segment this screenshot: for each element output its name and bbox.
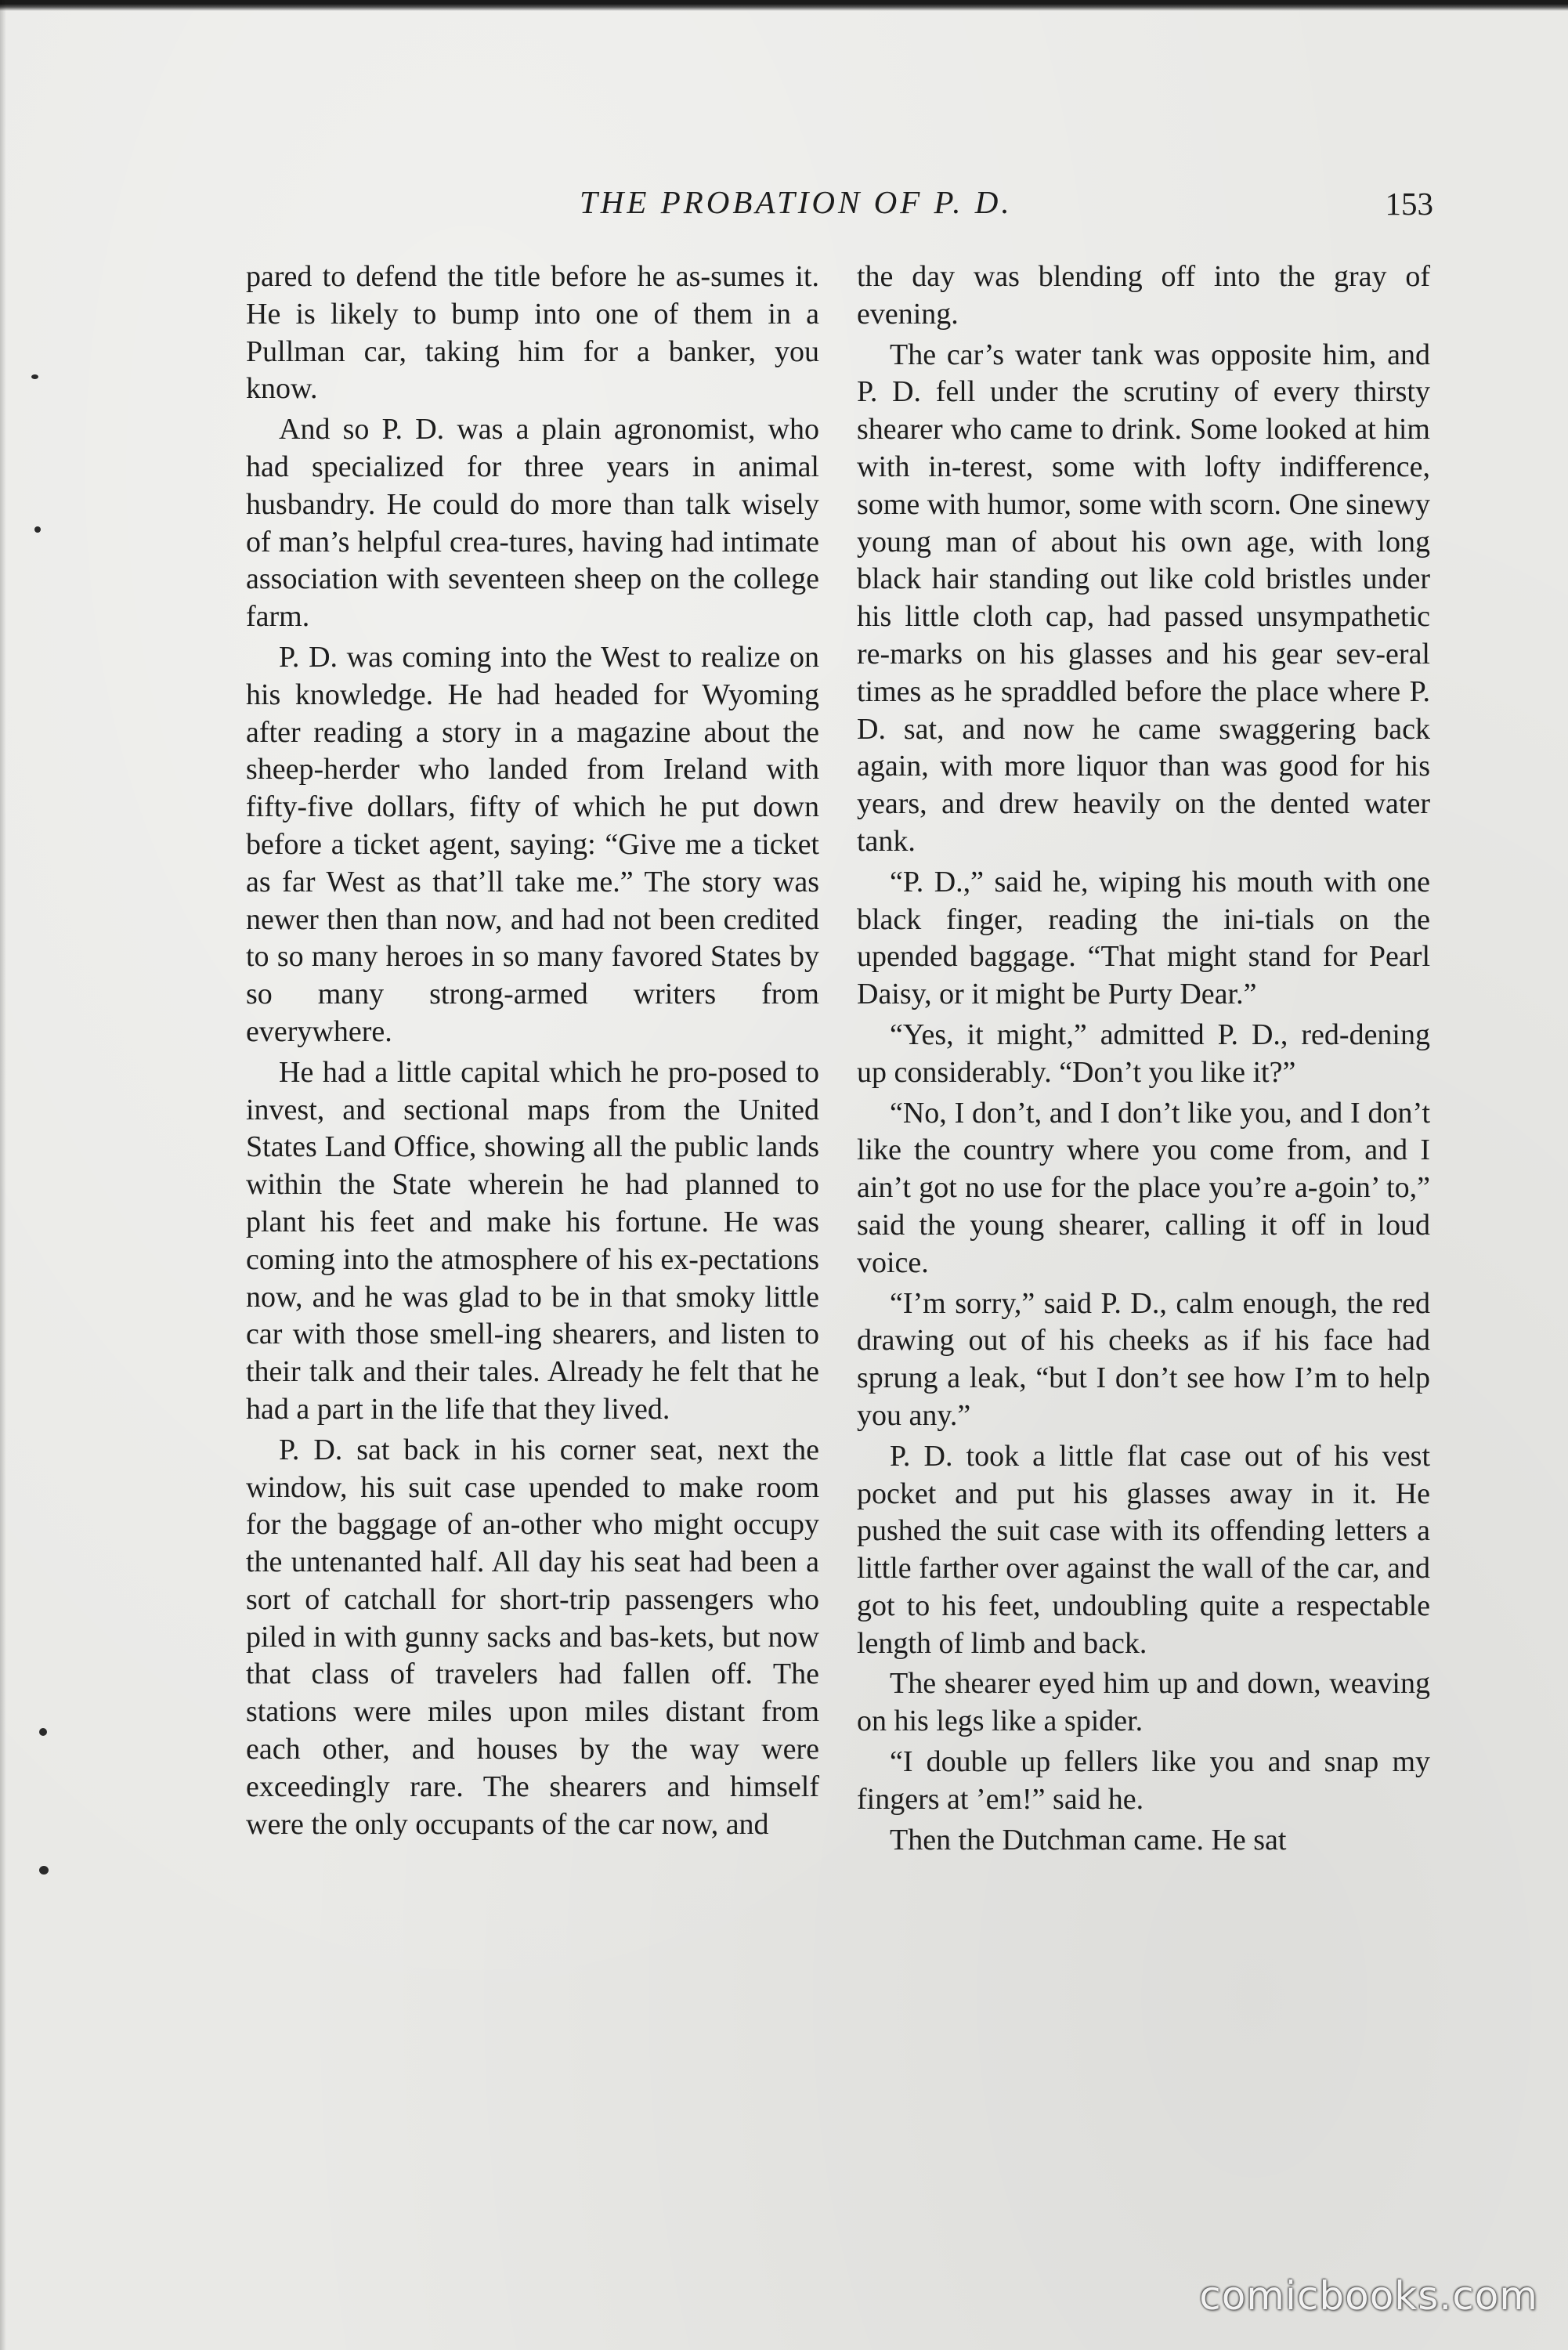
paragraph: pared to defend the title before he as-sumes it. He is likely to bump into one of them in a Pullman car, taking him for a banker, you know. <box>246 260 819 406</box>
paragraph: Then the Dutchman came. He sat <box>890 1823 1287 1856</box>
paragraph: “Yes, it might,” admitted P. D., red-dening up considerably. “Don’t you like it?” <box>857 1018 1430 1089</box>
margin-speck <box>31 374 38 379</box>
watermark-logo: comicbooks.com <box>1199 2273 1538 2319</box>
paragraph: P. D. sat back in his corner seat, next the window, his suit case upended to make room for the baggage of an-other who might occupy the untenanted half. All day his seat had been a sort of catchall for short-trip passengers who piled in with gunny sacks and bas-kets, but now that class of travelers had fallen off. The stations were miles upon miles distant from each other, and houses by the way were exceedingly rare. The shearers and himself were the only occupants of the car now, and <box>246 1433 819 1841</box>
paragraph: the day was blending off into the gray of evening. <box>857 260 1430 331</box>
text-column-right <box>857 258 1430 2154</box>
margin-speck <box>39 1728 47 1736</box>
margin-speck <box>39 1866 49 1875</box>
paragraph: The car’s water tank was opposite him, and P. D. fell under the scrutiny of every thirsty shearer who came to drink. Some looked at him with in-terest, some with lofty indifference, some with humor, some with scorn. One sinewy young man of about his own age, with long black hair standing out like cold bristles under his little cloth cap, had passed unsympathetic re-marks on his glasses and his gear sev-eral times as he spraddled before the place where P. D. sat, and now he came swaggering back again, with more liquor than was good for his years, and drew heavily on the dented water tank. <box>857 338 1431 858</box>
paragraph: “No, I don’t, and I don’t like you, and I don’t like the country where you come from, and I ain’t got no use for the place you’re a-goin’ to,” said the young shearer, calling it off in loud voice. <box>857 1096 1430 1279</box>
margin-speck <box>34 526 41 533</box>
page-number: 153 <box>1385 186 1433 222</box>
paragraph: He had a little capital which he pro-posed to invest, and sectional maps from the United States Land Office, showing all the public lands within the State wherein he had planned to plant his feet and make his fortune. He was coming into the atmosphere of his ex-pectations now, and he was glad to be in that smoky little car with those smell-ing shearers, and listen to their talk and their tales. Already he felt that he had a part in the life that they lived. <box>246 1055 819 1426</box>
paragraph: P. D. took a little flat case out of his vest pocket and put his glasses away in it. He pushed the suit case with its offending letters a little farther over against the wall of the car, and got to his feet, undoubling quite a respectable length of limb and back. <box>857 1439 1430 1660</box>
paragraph: “I double up fellers like you and snap my fingers at ’em!” said he. <box>857 1745 1430 1816</box>
paragraph: And so P. D. was a plain agronomist, who had specialized for three years in animal husbandry. He could do more than talk wisely of man’s helpful crea-tures, having had intimate association with seventeen sheep on the college farm. <box>246 413 819 634</box>
page-header <box>243 179 1433 233</box>
text-column-left <box>246 258 819 2154</box>
paragraph: “I’m sorry,” said P. D., calm enough, the red drawing out of his cheeks as if his face had sprung a leak, “but I don’t see how I’m to help you any.” <box>857 1286 1430 1432</box>
paragraph: P. D. was coming into the West to realize on his knowledge. He had headed for Wyoming after reading a story in a magazine about the sheep-herder who landed from Ireland with fifty-five dollars, fifty of which he put down before a ticket agent, saying: “Give me a ticket as far West as that’ll take me.” The story was newer then than now, and had not been credited to so many heroes in so many favored States by so many strong-armed writers from everywhere. <box>246 640 819 1048</box>
running-title: THE PROBATION OF P. D. <box>580 184 1013 220</box>
scan-top-edge <box>0 0 1568 11</box>
scan-left-edge <box>0 0 6 2350</box>
paragraph: “P. D.,” said he, wiping his mouth with one black finger, reading the ini-tials on the upended baggage. “That might stand for Pearl Daisy, or it might be Purty Dear.” <box>857 865 1430 1011</box>
paragraph: The shearer eyed him up and down, weaving on his legs like a spider. <box>857 1667 1430 1738</box>
